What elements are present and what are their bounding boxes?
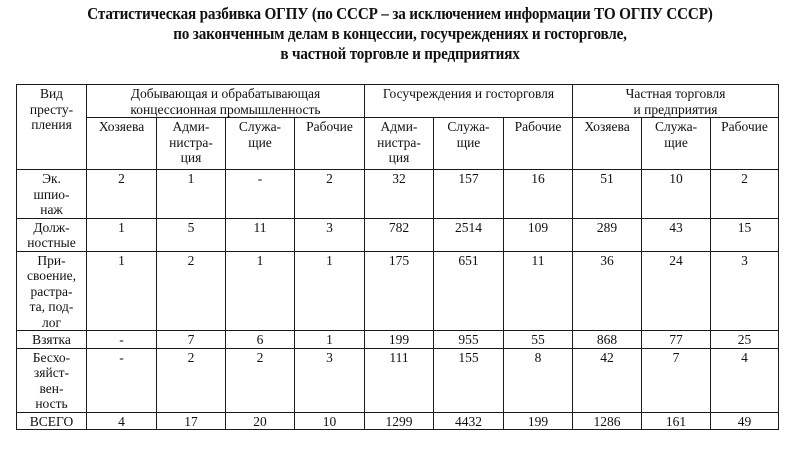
header-row-subcolumns [17,118,779,170]
table-cell: 6 [226,331,295,349]
table-cell: 11 [226,218,295,251]
table-cell: 161 [642,412,711,430]
row-label-text: ность [35,396,68,411]
title-line-2: по законченным делам в концессии, госучреждениях и госторговле, [173,24,627,43]
header-text: ция [180,150,202,165]
row-label-text: та, под- [29,299,74,314]
table-cell: 2 [711,170,779,219]
header-text: щие [664,134,688,150]
table-cell: 289 [573,218,642,251]
header-text: Рабочие [514,119,562,134]
table-cell: 8 [504,348,573,412]
table-cell: 7 [157,331,226,349]
subheader-owners [573,118,642,170]
table-cell: 43 [642,218,711,251]
subheader-employees [434,118,504,170]
header-text: пления [31,117,72,132]
header-text: Служа- [447,119,490,134]
table-cell: 175 [365,251,434,331]
table-row-official-crimes [17,218,779,251]
row-label [17,251,87,331]
table-cell: - [87,348,157,412]
row-label-text: лог [41,314,62,330]
row-label [17,412,87,430]
row-label [17,170,87,219]
table-cell: 157 [434,170,504,219]
row-label-text: наж [40,202,63,217]
table-cell: 1 [157,170,226,219]
table-cell: 51 [573,170,642,219]
header-text: нистра- [169,134,213,150]
table-cell: 49 [711,412,779,430]
subheader-employees [642,118,711,170]
row-label-text: вен- [39,380,64,396]
header-text: концессионная промышленность [130,101,321,117]
table-cell: 111 [365,348,434,412]
table-cell: 25 [711,331,779,349]
table-cell: 2 [226,348,295,412]
table-cell: 2 [157,251,226,331]
column-header-crime-type [17,85,87,170]
row-label [17,218,87,251]
subheader-workers [504,118,573,170]
row-label-text: шпио- [33,186,70,202]
table-row-bribery [17,331,779,349]
subheader-administration [157,118,226,170]
table-row-embezzlement [17,251,779,331]
header-text: щие [248,134,272,150]
table-row-negligence [17,348,779,412]
table-cell: 1 [87,251,157,331]
row-label-text: Эк. [42,171,61,186]
table-cell: 36 [573,251,642,331]
table-cell: 3 [295,348,365,412]
title-line-1: Статистическая разбивка ОГПУ (по СССР – за исключением информации ТО ОГПУ СССР) [87,4,713,23]
subheader-owners [87,118,157,170]
table-cell: 155 [434,348,504,412]
group-header-private-trade [573,85,779,118]
table-cell: 32 [365,170,434,219]
table-cell: 5 [157,218,226,251]
table-cell: 16 [504,170,573,219]
table-cell: 199 [504,412,573,430]
table-cell: 1 [295,331,365,349]
table-cell: 7 [642,348,711,412]
header-text: Вид [39,86,64,101]
header-text: Адми- [380,119,418,134]
table-cell: 2 [157,348,226,412]
table-cell: 20 [226,412,295,430]
subheader-workers [295,118,365,170]
table-cell: 15 [711,218,779,251]
table-cell: 4 [711,348,779,412]
table-cell: 3 [295,218,365,251]
row-label [17,331,87,349]
table-cell: 10 [295,412,365,430]
header-text: нистра- [377,134,421,150]
row-label-text: зяйст- [33,365,70,380]
table-cell: 782 [365,218,434,251]
group-header-concession-industry [87,85,365,118]
table-cell: 24 [642,251,711,331]
table-cell: 1299 [365,412,434,430]
table-cell: - [87,331,157,349]
table-cell: 55 [504,331,573,349]
table-cell: 11 [504,251,573,331]
row-label-text: Бесхо- [32,349,71,365]
table-cell: 10 [642,170,711,219]
table-cell: 868 [573,331,642,349]
group-header-state-institutions [365,85,573,118]
row-label-text: При- [37,252,66,268]
table-cell: 77 [642,331,711,349]
row-label-text: растра- [30,283,73,299]
table-row-total [17,412,779,430]
header-text: Частная торговля [625,86,726,101]
header-text: Рабочие [306,119,353,134]
table-cell: 2514 [434,218,504,251]
document-title [32,4,768,64]
row-label-text: ВСЕГО [29,413,74,429]
header-text: Хозяева [584,119,630,134]
header-text: престу- [29,101,74,117]
table-cell: 1 [295,251,365,331]
table-cell: 1286 [573,412,642,430]
header-text: Адми- [172,119,210,134]
table-cell: 42 [573,348,642,412]
table-cell: 4 [87,412,157,430]
table-cell: 109 [504,218,573,251]
table-cell: 4432 [434,412,504,430]
table-row-espionage [17,170,779,219]
row-label-text: Взятка [32,332,71,347]
row-label [17,348,87,412]
header-text: Служа- [238,119,282,134]
row-label-text: своение, [27,268,76,283]
header-row-groups [17,85,779,118]
table-cell: - [226,170,295,219]
header-text: Добывающая и обрабатывающая [130,86,321,101]
row-label-text: Долж- [33,219,70,235]
table-cell: 199 [365,331,434,349]
header-text: Госучреждения и госторговля [382,86,555,101]
table-cell: 2 [295,170,365,219]
table-cell: 651 [434,251,504,331]
subheader-administration [365,118,434,170]
header-text: Хозяева [98,119,145,134]
table-cell: 1 [87,218,157,251]
table-cell: 955 [434,331,504,349]
table-cell: 2 [87,170,157,219]
table-cell: 3 [711,251,779,331]
header-text: Служа- [654,119,698,134]
title-line-3: в частной торговле и предприятиях [280,44,520,63]
header-text: ция [388,150,410,165]
header-text: Рабочие [721,119,768,134]
table-cell: 1 [226,251,295,331]
subheader-workers [711,118,779,170]
header-text: щие [456,134,481,150]
row-label-text: ностные [27,235,76,250]
statistics-table [16,84,779,430]
subheader-employees [226,118,295,170]
table-cell: 17 [157,412,226,430]
header-text: и предприятия [633,101,718,117]
